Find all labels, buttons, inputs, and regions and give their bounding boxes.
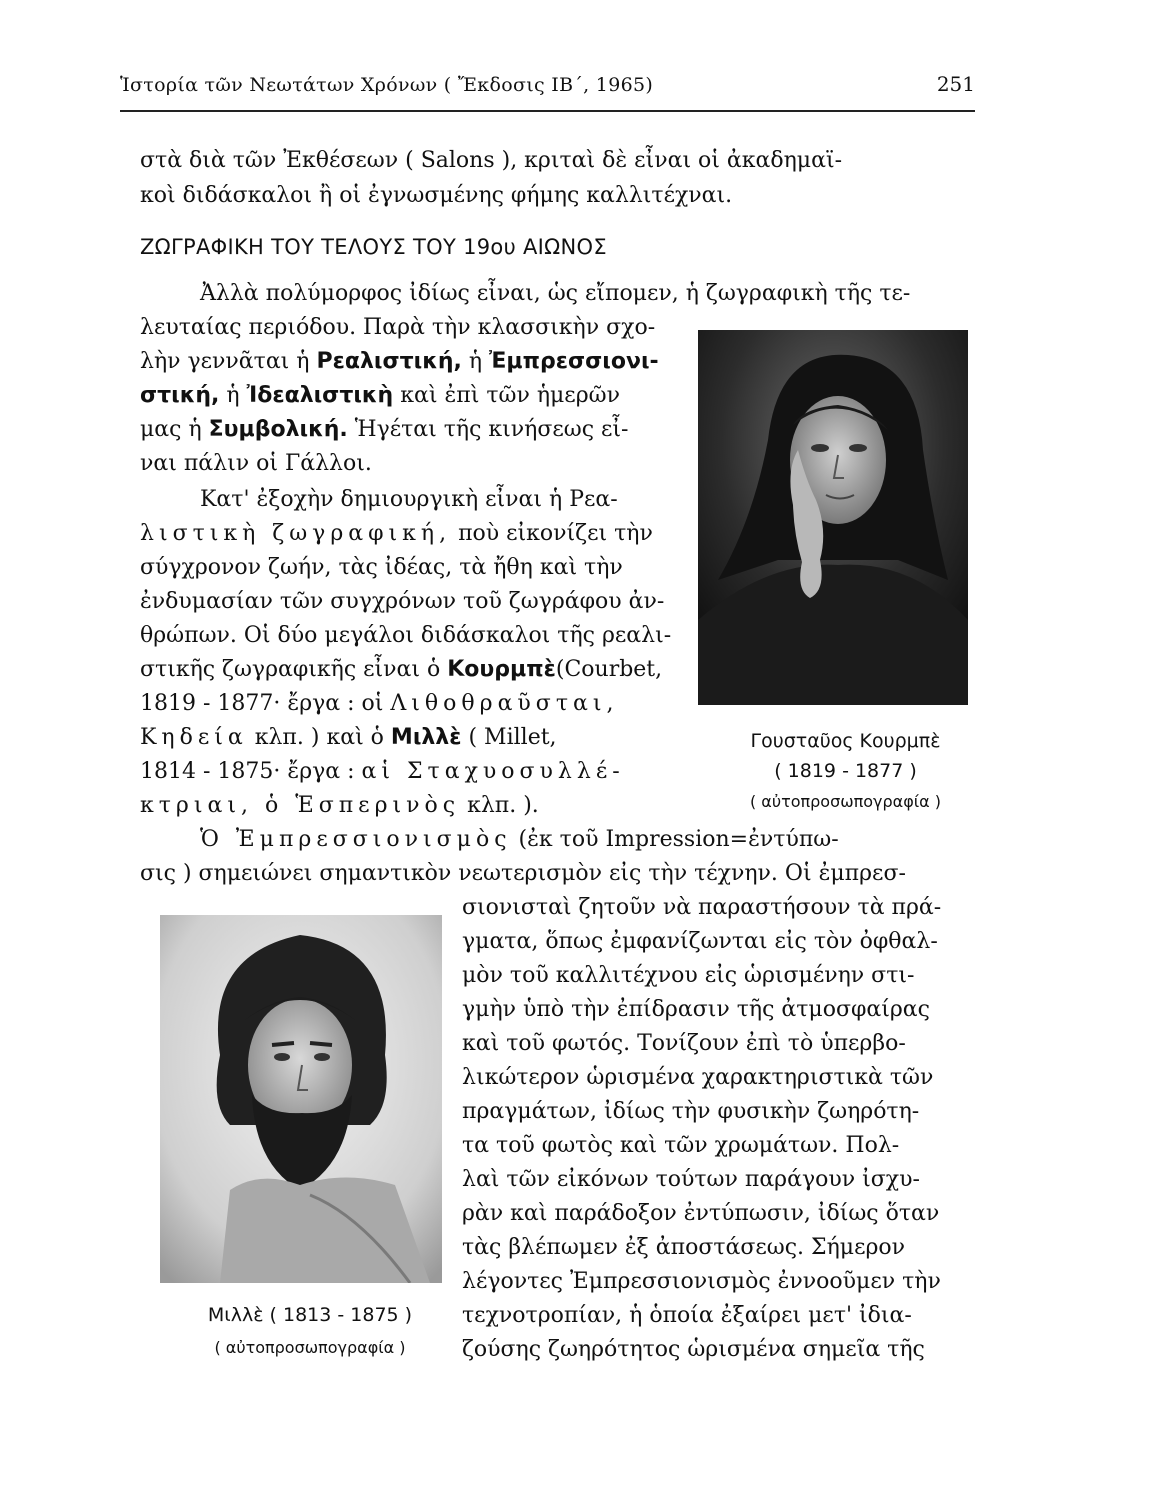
para3-line: γματα, ὅπως ἐμφανίζωνται εἰς τὸν ὀφθαλ- bbox=[462, 929, 938, 954]
para3-line: γμὴν ὑπὸ τὴν ἐπίδρασιν τῆς ἀτμοσφαίρας bbox=[462, 997, 930, 1022]
para1-line-1: Ἀλλὰ πολύμορφος ἰδίως εἶναι, ὡς εἴπομεν, ἡ ζωγραφικὴ τῆς τε- bbox=[200, 281, 911, 306]
text-run: (Courbet, bbox=[555, 657, 663, 682]
section-heading: ΖΩΓΡΑΦΙΚΗ ΤΟΥ ΤΕΛΟΥΣ ΤΟΥ 19ου ΑΙΩΝΟΣ bbox=[140, 235, 607, 259]
text-run: κλπ. ). bbox=[460, 793, 539, 818]
para1-line-2: λευταίας περιόδου. Παρὰ τὴν κλασσικὴν σχο- bbox=[140, 315, 656, 340]
para3-line: τα τοῦ φωτὸς καὶ τῶν χρωμάτων. Πολ- bbox=[462, 1133, 900, 1158]
courbet-caption-dates: ( 1819 - 1877 ) bbox=[774, 760, 917, 782]
page-number: 251 bbox=[936, 72, 975, 96]
courbet-caption-note: ( αὐτοπροσωπογραφία ) bbox=[749, 792, 942, 811]
term-impressionist-cont: στική, bbox=[140, 383, 220, 408]
text-run: λὴν γεννᾶται ἡ bbox=[140, 349, 317, 374]
text-run: μας ἡ bbox=[140, 417, 209, 442]
para2-line-10 bbox=[140, 792, 539, 820]
text-run: καὶ ἐπὶ τῶν ἡμερῶν bbox=[393, 383, 620, 408]
name-millet: Μιλλὲ bbox=[390, 725, 462, 750]
para3-line: καὶ τοῦ φωτός. Τονίζουν ἐπὶ τὸ ὑπερβο- bbox=[462, 1031, 906, 1056]
work-title: Λιθοθραῦσται, bbox=[390, 691, 619, 716]
intro-line-1: στὰ διὰ τῶν Ἐκθέσεων ( Salons ), κριταὶ δὲ εἶναι οἱ ἀκαδημαϊ- bbox=[140, 148, 843, 173]
work-title: αἱ Σταχυοσυλλέ- bbox=[361, 759, 625, 784]
term-idealist: Ἰδεαλιστικὴ bbox=[246, 383, 394, 408]
spaced-term: Ὁ Ἐμπρεσσιονισμὸς bbox=[200, 827, 512, 852]
para3-line: σιονισταὶ ζητοῦν νὰ παραστήσουν τὰ πρά- bbox=[462, 895, 942, 920]
text-run: (ἐκ τοῦ Impression=ἐντύπω- bbox=[511, 827, 839, 852]
para2-line-5: θρώπων. Οἱ δύο μεγάλοι διδάσκαλοι τῆς ρεαλι- bbox=[140, 623, 672, 648]
millet-caption-note: ( αὐτοπροσωπογραφία ) bbox=[214, 1338, 406, 1357]
para3-line: τὰς βλέπωμεν ἐξ ἀποστάσεως. Σήμερον bbox=[462, 1235, 906, 1260]
header-title: Ἱστορία τῶν Νεωτάτων Χρόνων ( Ἔκδοσις ΙΒ΄, 1965) bbox=[120, 74, 654, 96]
text-run: Ἡγέται τῆς κινήσεως εἶ- bbox=[347, 417, 629, 442]
courbet-portrait-image bbox=[698, 330, 968, 705]
running-header bbox=[120, 70, 975, 112]
para3-line: πραγμάτων, ἰδίως τὴν φυσικὴν ζωηρότη- bbox=[462, 1099, 920, 1124]
para1-line-4 bbox=[140, 382, 620, 410]
para1-line-5 bbox=[140, 416, 629, 444]
text-run: 1819 - 1877· ἔργα : οἱ bbox=[140, 691, 391, 716]
text-run: ἡ bbox=[219, 383, 247, 408]
para2-line-1: Κατ' ἐξοχὴν δημιουργικὴ εἶναι ἡ Ρεα- bbox=[200, 487, 618, 512]
text-run: ἡ bbox=[461, 349, 490, 374]
para2-line-6 bbox=[140, 656, 662, 684]
term-realistic: Ρεαλιστική, bbox=[316, 349, 462, 374]
millet-portrait-image bbox=[160, 915, 442, 1283]
para3-line: ζούσης ζωηρότητος ὡρισμένα σημεῖα τῆς bbox=[462, 1337, 925, 1362]
para3-line: μὸν τοῦ καλλιτέχνου εἰς ὡρισμένην στι- bbox=[462, 963, 915, 988]
para3-line: λαὶ τῶν εἰκόνων τούτων παράγουν ἰσχυ- bbox=[462, 1167, 920, 1192]
term-impressionist: Ἐμπρεσσιονι- bbox=[489, 349, 659, 374]
para1-line-6: ναι πάλιν οἱ Γάλλοι. bbox=[140, 451, 372, 476]
courbet-caption-name: Γουσταῦος Κουρμπὲ bbox=[750, 730, 941, 752]
para3-line-1 bbox=[200, 826, 839, 854]
para2-line-7 bbox=[140, 690, 618, 718]
term-symbolist: Συμβολική. bbox=[208, 417, 348, 442]
text-run: κλπ. ) καὶ ὁ bbox=[247, 725, 391, 750]
work-title: Κηδεία bbox=[140, 725, 248, 750]
text-run: στικῆς ζωγραφικῆς εἶναι ὁ bbox=[140, 657, 448, 682]
para3-line: ρὰν καὶ παράδοξον ἐντύπωσιν, ἰδίως ὅταν bbox=[462, 1201, 940, 1226]
text-run: 1814 - 1875· ἔργα : bbox=[140, 759, 362, 784]
para3-line-2: σις ) σημειώνει σημαντικὸν νεωτερισμὸν εἰς τὴν τέχνην. Οἱ ἐμπρεσ- bbox=[140, 861, 906, 886]
spaced-term: λιστικὴ ζωγραφική, bbox=[140, 521, 452, 546]
para3-line: λικώτερον ὡρισμένα χαρακτηριστικὰ τῶν bbox=[462, 1065, 934, 1090]
para2-line-8 bbox=[140, 724, 557, 752]
name-courbet: Κουρμπὲ bbox=[447, 657, 556, 682]
para1-line-3 bbox=[140, 348, 659, 376]
intro-line-2: κοὶ διδάσκαλοι ἢ οἱ ἐγνωσμένης φήμης καλλιτέχναι. bbox=[140, 183, 733, 208]
para2-line-9 bbox=[140, 758, 625, 786]
para2-line-3: σύγχρονον ζωήν, τὰς ἰδέας, τὰ ἤθη καὶ τὴν bbox=[140, 555, 623, 580]
text-run: ( Millet, bbox=[461, 725, 557, 750]
work-title: κτριαι, ὁ Ἑσπερινὸς bbox=[140, 793, 461, 818]
text-run: ποὺ εἰκονίζει τὴν bbox=[451, 521, 653, 546]
millet-caption-name: Μιλλὲ ( 1813 - 1875 ) bbox=[207, 1304, 413, 1326]
para2-line-2 bbox=[140, 520, 653, 548]
para3-line: λέγοντες Ἐμπρεσσιονισμὸς ἐννοοῦμεν τὴν bbox=[462, 1269, 941, 1294]
para2-line-4: ἐνδυμασίαν τῶν συγχρόνων τοῦ ζωγράφου ἀν- bbox=[140, 589, 665, 614]
para3-line: τεχνοτροπίαν, ἡ ὁποία ἐξαίρει μετ' ἰδια- bbox=[462, 1303, 912, 1328]
